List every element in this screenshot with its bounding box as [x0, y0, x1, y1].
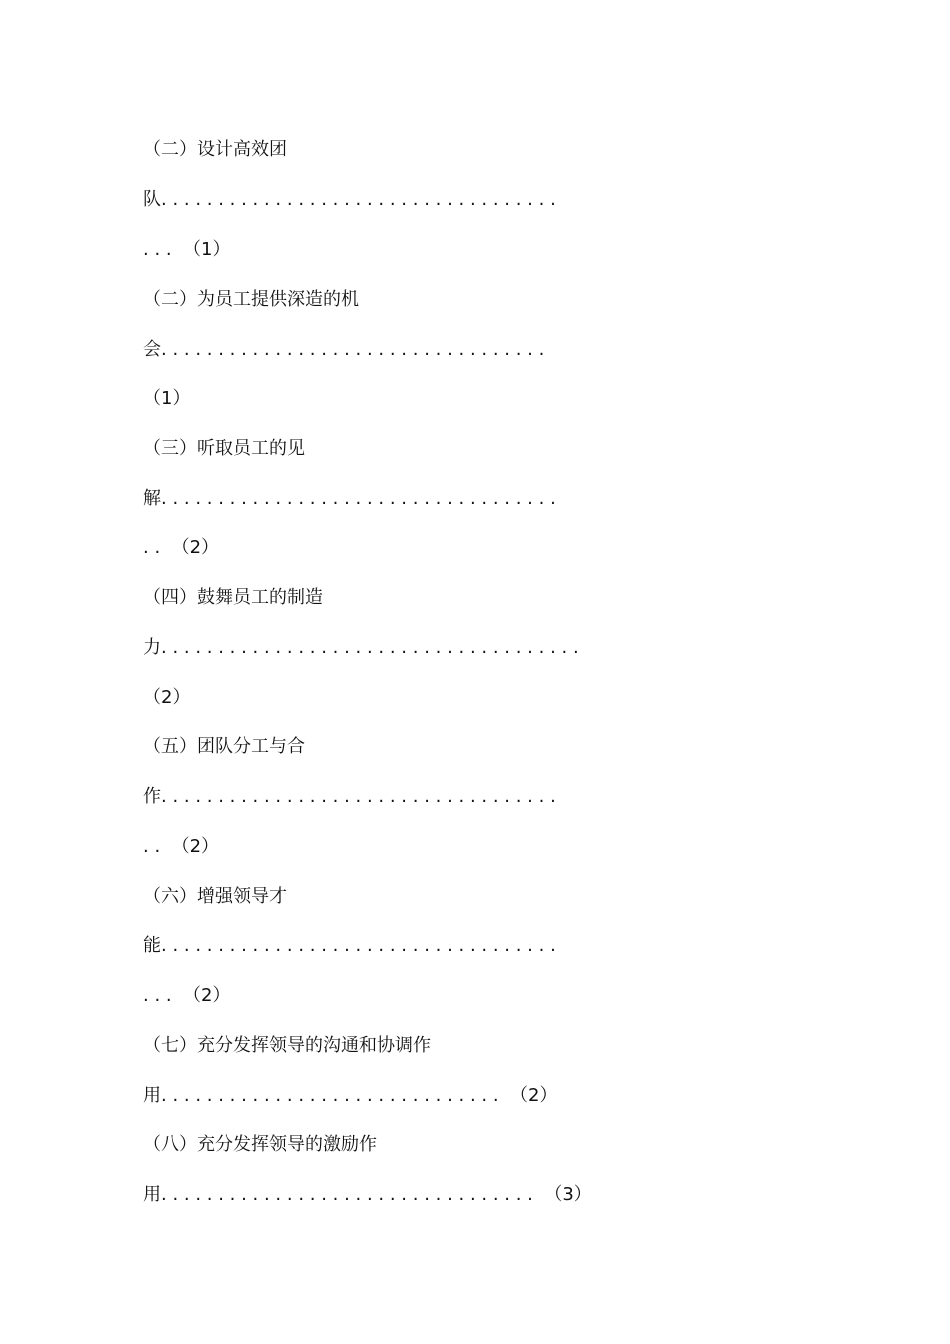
toc-page-number-line: . . . （2）	[143, 985, 231, 1006]
toc-heading-line: （四）鼓舞员工的制造	[143, 587, 323, 608]
toc-leader-line: 用. . . . . . . . . . . . . . . . . . . . . . . . . . . . . . . . . （3）	[143, 1184, 592, 1205]
toc-leader-line: 力. . . . . . . . . . . . . . . . . . . . . . . . . . . . . . . . . . . . .	[143, 637, 579, 658]
toc-heading-line: （八）充分发挥领导的激励作	[143, 1134, 377, 1155]
toc-heading-line: （七）充分发挥领导的沟通和协调作	[143, 1035, 431, 1056]
toc-heading-line: （五）团队分工与合	[143, 736, 305, 757]
toc-heading-line: （二）为员工提供深造的机	[143, 289, 359, 310]
toc-heading-line: （二）设计高效团	[143, 139, 287, 160]
toc-heading-line: （六）增强领导才	[143, 886, 287, 907]
toc-page-number-line: （1）	[143, 388, 191, 409]
toc-leader-line: 会. . . . . . . . . . . . . . . . . . . . . . . . . . . . . . . . . .	[143, 339, 545, 360]
toc-page-number-line: . . （2）	[143, 836, 220, 857]
toc-leader-line: 解. . . . . . . . . . . . . . . . . . . . . . . . . . . . . . . . . . .	[143, 488, 556, 509]
toc-leader-line: 能. . . . . . . . . . . . . . . . . . . . . . . . . . . . . . . . . . .	[143, 935, 556, 956]
toc-page-number-line: . . （2）	[143, 537, 220, 558]
toc-page-number-line: . . . （1）	[143, 239, 231, 260]
toc-page-number-line: （2）	[143, 687, 191, 708]
toc-leader-line: 作. . . . . . . . . . . . . . . . . . . . . . . . . . . . . . . . . . .	[143, 786, 556, 807]
toc-heading-line: （三）听取员工的见	[143, 438, 305, 459]
toc-leader-line: 队. . . . . . . . . . . . . . . . . . . . . . . . . . . . . . . . . . .	[143, 189, 556, 210]
toc-leader-line: 用. . . . . . . . . . . . . . . . . . . . . . . . . . . . . . （2）	[143, 1085, 558, 1106]
